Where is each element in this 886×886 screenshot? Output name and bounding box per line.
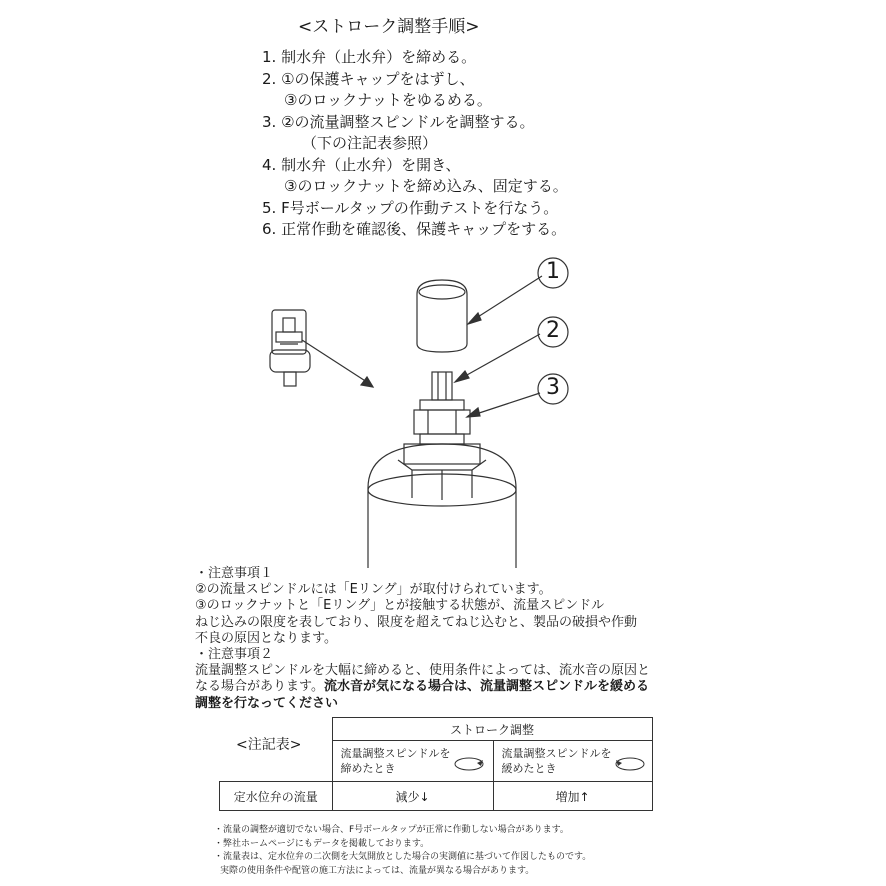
footnote: ・流量表は、定水位弁の二次側を大気開放とした場合の実測値に基づいて作図したものです。 bbox=[214, 852, 592, 862]
blank-cell bbox=[220, 741, 333, 782]
tighten-label-1: 流量調整スピンドルを bbox=[340, 747, 451, 760]
note2-bold: 流水音が気になる場合は、流量調整スピンドルを緩める bbox=[323, 679, 649, 695]
procedure-steps bbox=[262, 47, 568, 241]
note1-heading: ・注意事項１ bbox=[195, 566, 274, 581]
leader-3 bbox=[470, 393, 540, 416]
blank-cell bbox=[220, 718, 333, 741]
valve-body bbox=[368, 444, 516, 568]
row-value-decrease: 減少↓ bbox=[332, 782, 493, 811]
note1-line: ねじ込みの限度を表しており、限度を超えてねじ込むと、製品の破損や作動 bbox=[195, 614, 638, 630]
page-title: <ストローク調整手順> bbox=[298, 17, 480, 37]
adjustment-table bbox=[219, 717, 653, 811]
loosen-label-2: 緩めたとき bbox=[501, 762, 557, 775]
footnote: ・弊社ホームページにもデータを掲載しております。 bbox=[214, 838, 430, 849]
inset-arrow bbox=[302, 340, 370, 384]
footnote: 実際の使用条件や配管の施工方法によっては、流量が異なる場合があります。 bbox=[220, 865, 535, 876]
loosen-cell bbox=[493, 741, 652, 782]
footnote: ・流量の調整が適切でない場合、F号ボールタップが正常に作動しない場合があります。 bbox=[214, 825, 569, 835]
tighten-label-2: 締めたとき bbox=[340, 762, 396, 775]
note1-line: ②の流量スピンドルには「Eリング」が取付けられています。 bbox=[195, 582, 552, 598]
footnotes bbox=[214, 824, 591, 878]
note2-line: 流量調整スピンドルを大幅に締めると、使用条件によっては、流水音の原因と bbox=[195, 663, 651, 679]
step-4: 4. 制水弁（止水弁）を開き、 bbox=[262, 155, 461, 174]
loosen-label-1: 流量調整スピンドルを bbox=[501, 747, 612, 760]
clockwise-icon bbox=[451, 754, 487, 774]
step-3-cont: （下の注記表参照） bbox=[302, 134, 438, 152]
leader-1 bbox=[470, 276, 542, 322]
note2-bold: 調整を行なってください bbox=[195, 695, 339, 711]
row-value-increase: 増加↑ bbox=[493, 782, 652, 811]
inset-valve-illustration bbox=[270, 310, 310, 386]
note2-text: なる場合があります。 bbox=[195, 679, 324, 695]
step-1: 1. 制水弁（止水弁）を締める。 bbox=[262, 48, 477, 66]
tighten-cell bbox=[332, 741, 493, 782]
protective-cap bbox=[417, 280, 467, 352]
valve-diagram bbox=[0, 248, 886, 568]
lock-nut bbox=[414, 400, 470, 444]
step-2: 2. ①の保護キャップをはずし、 bbox=[262, 69, 475, 88]
note2-line bbox=[195, 696, 695, 712]
note2-line bbox=[195, 679, 695, 695]
step-2-cont: ③のロックナットをゆるめる。 bbox=[284, 91, 492, 109]
header-cell: ストローク調整 bbox=[332, 718, 652, 741]
callout-3: 3 bbox=[546, 375, 560, 400]
note1-line: ③のロックナットと「Eリング」とが接触する状態が、流量スピンドル bbox=[195, 598, 605, 614]
note2-heading: ・注意事項２ bbox=[195, 647, 274, 663]
caution-notes bbox=[195, 566, 695, 712]
counterclockwise-icon bbox=[612, 754, 648, 774]
note1-line: 不良の原因となります。 bbox=[195, 630, 337, 646]
flow-spindle bbox=[432, 372, 452, 400]
step-6: 6. 正常作動を確認後、保護キャップをする。 bbox=[262, 220, 567, 238]
callout-1: 1 bbox=[546, 259, 560, 284]
step-3: 3. ②の流量調整スピンドルを調整する。 bbox=[262, 112, 535, 131]
step-5: 5. F号ボールタップの作動テストを行なう。 bbox=[262, 198, 559, 217]
legend-title: <注記表> bbox=[236, 737, 302, 753]
row-label: 定水位弁の流量 bbox=[220, 782, 333, 811]
step-4-cont: ③のロックナットを締め込み、固定する。 bbox=[284, 177, 568, 195]
leader-2 bbox=[458, 334, 540, 380]
callout-2: 2 bbox=[546, 318, 560, 343]
